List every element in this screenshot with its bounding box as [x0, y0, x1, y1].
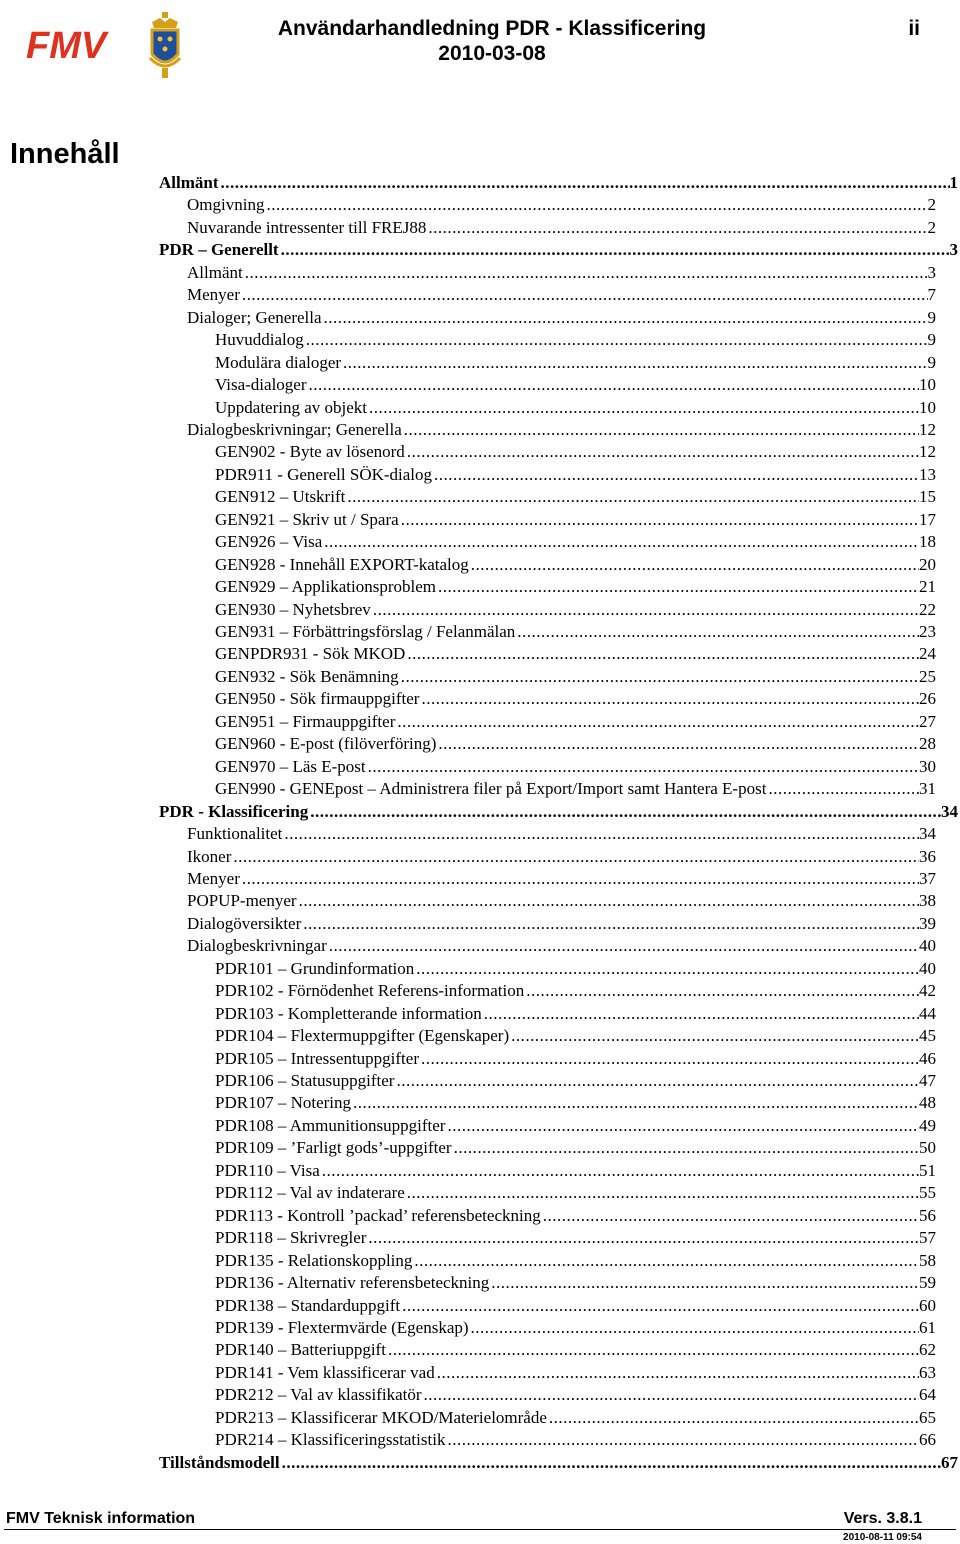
toc-leader-dots [407, 642, 919, 665]
toc-entry-page: 21 [919, 577, 936, 597]
toc-entry-label: Dialogbeskrivningar; Generella [187, 419, 402, 439]
toc-leader-dots [434, 463, 919, 486]
toc-entry-page: 9 [927, 307, 936, 327]
toc-entry-label: PDR135 - Relationskoppling [215, 1250, 413, 1270]
toc-entry-page: 31 [919, 779, 936, 799]
toc-entry-label: PDR102 - Förnödenhet Referens-information [215, 981, 525, 1001]
toc-leader-dots [303, 912, 919, 935]
toc-entry[interactable] [215, 755, 936, 778]
toc-entry[interactable] [215, 463, 936, 486]
toc-entry-page: 58 [919, 1250, 936, 1270]
toc-leader-dots [388, 1338, 919, 1361]
toc-entry-page: 36 [919, 846, 936, 866]
toc-entry-label: PDR140 – Batteriuppgift [215, 1340, 386, 1360]
toc-entry[interactable] [215, 1181, 936, 1204]
toc-leader-dots [447, 1114, 919, 1137]
toc-leader-dots [416, 957, 919, 980]
toc-entry-page: 7 [927, 285, 936, 305]
toc-entry[interactable] [215, 553, 936, 576]
toc-entry[interactable] [215, 665, 936, 688]
toc-entry[interactable] [215, 351, 936, 374]
fmv-logo-text: FMV [26, 25, 107, 67]
toc-leader-dots [299, 889, 919, 912]
toc-entry-label: PDR139 - Flextermvärde (Egenskap) [215, 1317, 469, 1337]
toc-entry-page: 34 [919, 824, 936, 844]
toc-entry-label: PDR107 – Notering [215, 1093, 351, 1113]
toc-leader-dots [402, 1294, 919, 1317]
toc-entry-page: 28 [919, 734, 936, 754]
toc-entry[interactable] [215, 328, 936, 351]
toc-entry[interactable] [187, 845, 936, 868]
toc-entry[interactable] [215, 687, 936, 710]
toc-leader-dots [421, 1047, 919, 1070]
toc-entry-label: Dialoger; Generella [187, 307, 322, 327]
toc-entry-page: 39 [919, 913, 936, 933]
toc-entry[interactable] [187, 261, 936, 284]
toc-entry-label: Uppdatering av objekt [215, 397, 368, 417]
toc-entry-page: 40 [919, 936, 936, 956]
toc-entry-page: 22 [919, 599, 936, 619]
footer-divider [4, 1529, 956, 1530]
toc-entry-page: 37 [919, 868, 936, 888]
toc-entry[interactable] [215, 1271, 936, 1294]
toc-entry-label: Visa-dialoger [215, 375, 307, 395]
toc-entry-label: Allmänt [187, 262, 243, 282]
toc-entry-page: 2 [927, 217, 936, 237]
footer-organization: FMV Teknisk information [6, 1510, 196, 1527]
toc-entry[interactable] [187, 822, 936, 845]
toc-entry-label: GEN990 - GENEpost – Administrera filer på Export/Import samt Hantera E-post [215, 779, 767, 799]
toc-entry-page: 46 [919, 1048, 936, 1068]
toc-entry[interactable] [187, 912, 936, 935]
toc-leader-dots [245, 261, 928, 284]
toc-entry-label: PDR105 – Intressentuppgifter [215, 1048, 419, 1068]
toc-entry[interactable] [215, 642, 936, 665]
toc-leader-dots [438, 732, 919, 755]
toc-entry[interactable] [215, 508, 936, 531]
toc-entry-label: GEN932 - Sök Benämning [215, 666, 399, 686]
toc-entry-page: 55 [919, 1183, 936, 1203]
toc-leader-dots [421, 687, 919, 710]
toc-entry[interactable] [215, 1338, 936, 1361]
toc-leader-dots [343, 351, 927, 374]
toc-entry[interactable] [215, 1047, 936, 1070]
toc-entry-label: Menyer [187, 868, 240, 888]
toc-leader-dots [526, 979, 919, 1002]
toc-entry-page: 60 [919, 1295, 936, 1315]
toc-entry[interactable] [215, 732, 936, 755]
toc-entry-label: Funktionalitet [187, 824, 283, 844]
toc-leader-dots [437, 1361, 919, 1384]
toc-entry-page: 47 [919, 1071, 936, 1090]
toc-entry[interactable] [215, 620, 936, 643]
toc-entry-label: PDR911 - Generell SÖK-dialog [215, 464, 433, 484]
toc-entry[interactable] [159, 800, 958, 823]
toc-leader-dots [266, 193, 927, 216]
toc-entry-page: 34 [941, 801, 958, 821]
toc-entry-page: 13 [919, 464, 936, 484]
toc-entry-label: GEN902 - Byte av lösenord [215, 442, 405, 462]
toc-entry[interactable] [215, 1159, 936, 1182]
toc-entry[interactable] [215, 396, 936, 419]
toc-entry-page: 40 [919, 958, 936, 978]
toc-entry[interactable] [215, 1024, 936, 1047]
toc-leader-dots [407, 1181, 919, 1204]
toc-entry[interactable] [159, 171, 958, 194]
toc-leader-dots [242, 283, 928, 306]
toc-leader-dots [310, 800, 941, 823]
toc-entry-label: POPUP-menyer [187, 891, 297, 911]
toc-entry-label: GEN950 - Sök firmauppgifter [215, 689, 420, 709]
toc-leader-dots [404, 418, 919, 441]
toc-entry-page: 18 [919, 532, 936, 552]
toc-entry-label: GEN951 – Firmauppgifter [215, 711, 396, 731]
toc-entry-page: 56 [919, 1205, 936, 1225]
toc-leader-dots [401, 508, 919, 531]
toc-entry[interactable] [215, 373, 936, 396]
toc-entry-label: PDR – Generellt [159, 240, 279, 260]
toc-entry[interactable] [215, 530, 936, 553]
toc-entry-page: 51 [919, 1160, 936, 1180]
toc-entry-page: 65 [919, 1407, 936, 1427]
toc-entry-label: PDR109 – ’Farligt gods’-uppgifter [215, 1138, 452, 1158]
toc-entry-label: Allmänt [159, 173, 219, 192]
toc-entry-page: 67 [941, 1452, 958, 1472]
toc-leader-dots [511, 1024, 919, 1047]
toc-entry[interactable] [215, 1294, 936, 1317]
toc-leader-dots [454, 1136, 919, 1159]
toc-entry-label: PDR118 – Skrivregler [215, 1228, 367, 1248]
toc-entry-page: 10 [919, 397, 936, 417]
toc-entry-page: 9 [927, 330, 936, 350]
toc-entry[interactable] [159, 238, 958, 261]
toc-entry-page: 45 [919, 1026, 936, 1046]
toc-leader-dots [306, 328, 928, 351]
toc-entry[interactable] [215, 1002, 936, 1025]
toc-entry-label: Dialogöversikter [187, 913, 302, 933]
toc-leader-dots [549, 1406, 919, 1429]
toc-leader-dots [322, 1159, 919, 1182]
toc-entry-page: 12 [919, 442, 936, 462]
toc-entry-label: Omgivning [187, 195, 265, 215]
toc-entry[interactable] [215, 1383, 936, 1406]
toc-leader-dots [396, 1069, 919, 1092]
toc-leader-dots [233, 845, 919, 868]
toc-entry[interactable] [215, 1114, 936, 1137]
toc-entry-page: 62 [919, 1340, 936, 1360]
toc-leader-dots [428, 216, 927, 239]
toc-entry[interactable] [215, 777, 936, 800]
toc-leader-dots [353, 1091, 919, 1114]
toc-leader-dots [543, 1204, 919, 1227]
toc-entry[interactable] [215, 957, 936, 980]
toc-leader-dots [438, 575, 919, 598]
toc-entry-label: GEN960 - E-post (filöverföring) [215, 734, 437, 754]
document-date: 2010-03-08 [438, 42, 546, 65]
toc-entry-page: 63 [919, 1362, 936, 1382]
toc-entry-label: GEN970 – Läs E-post [215, 756, 366, 776]
toc-entry-page: 50 [919, 1138, 936, 1158]
toc-leader-dots [329, 934, 919, 957]
toc-leader-dots [347, 485, 919, 508]
page-number: ii [908, 17, 920, 40]
toc-entry-page: 3 [927, 262, 936, 282]
toc-entry[interactable] [187, 283, 936, 306]
fmv-logo [24, 8, 194, 82]
toc-entry[interactable] [215, 1069, 936, 1092]
toc-heading: Innehåll [10, 138, 120, 170]
toc-entry-label: PDR108 – Ammunitionsuppgifter [215, 1115, 446, 1135]
toc-entry-page: 64 [919, 1385, 936, 1405]
toc-entry-page: 38 [919, 891, 936, 911]
toc-leader-dots [424, 1383, 919, 1406]
toc-entry-label: PDR113 - Kontroll ’packad’ referensbeteckning [215, 1205, 541, 1225]
toc-entry-label: PDR110 – Visa [215, 1160, 320, 1180]
toc-entry-label: GEN928 - Innehåll EXPORT-katalog [215, 554, 469, 574]
toc-entry-label: PDR104 – Flextermuppgifter (Egenskaper) [215, 1026, 510, 1046]
toc-entry-page: 49 [919, 1115, 936, 1135]
toc-entry-label: Menyer [187, 285, 240, 305]
toc-entry-page: 9 [927, 352, 936, 372]
toc-entry-page: 20 [919, 554, 936, 574]
toc-leader-dots [282, 1451, 941, 1474]
toc-leader-dots [324, 530, 919, 553]
toc-entry-label: Dialogbeskrivningar [187, 936, 327, 956]
toc-entry[interactable] [187, 934, 936, 957]
toc-entry[interactable] [215, 1249, 936, 1272]
toc-entry[interactable] [215, 1316, 936, 1339]
toc-entry-label: PDR141 - Vem klassificerar vad [215, 1362, 435, 1382]
toc-leader-dots [368, 755, 919, 778]
toc-entry-page: 24 [919, 644, 936, 664]
toc-entry[interactable] [187, 889, 936, 912]
toc-entry[interactable] [159, 1451, 958, 1474]
toc-entry-label: PDR138 – Standarduppgift [215, 1295, 401, 1315]
footer-timestamp: 2010-08-11 09:54 [843, 1532, 922, 1543]
toc-entry-label: PDR214 – Klassificeringsstatistik [215, 1430, 446, 1450]
toc-leader-dots [471, 553, 919, 576]
toc-entry-label: Modulära dialoger [215, 352, 342, 372]
toc-entry-page: 42 [919, 981, 936, 1001]
footer-version: Vers. 3.8.1 [843, 1510, 922, 1527]
toc-entry-page: 12 [919, 419, 936, 439]
toc-entry-page: 25 [919, 666, 936, 686]
toc-leader-dots [284, 822, 919, 845]
toc-entry[interactable] [215, 1361, 936, 1384]
toc-entry-label: GEN929 – Applikationsproblem [215, 577, 436, 597]
toc-entry[interactable] [187, 306, 936, 329]
toc-entry-label: PDR112 – Val av indaterare [215, 1183, 405, 1203]
toc-entry-label: GEN930 – Nyhetsbrev [215, 599, 371, 619]
toc-entry[interactable] [215, 1204, 936, 1227]
toc-entry[interactable] [215, 440, 936, 463]
toc-entry-page: 57 [919, 1228, 936, 1248]
toc-entry-page: 30 [919, 756, 936, 776]
toc-entry-page: 2 [927, 195, 936, 215]
toc-entry[interactable] [215, 575, 936, 598]
toc-leader-dots [447, 1428, 919, 1451]
toc-leader-dots [407, 440, 919, 463]
crown-shield-icon [150, 12, 180, 78]
toc-entry-label: GEN926 – Visa [215, 532, 323, 552]
toc-entry-label: PDR213 – Klassificerar MKOD/Materielområde [215, 1407, 547, 1427]
toc-entry[interactable] [187, 867, 936, 890]
toc-entry-label: Huvuddialog [215, 330, 304, 350]
toc-leader-dots [281, 238, 950, 261]
toc-entry[interactable] [215, 1091, 936, 1114]
toc-leader-dots [373, 598, 919, 621]
toc-entry-label: GEN931 – Förbättringsförslag / Felanmälan [215, 622, 516, 641]
toc-entry-page: 59 [919, 1273, 936, 1293]
toc-entry-label: PDR136 - Alternativ referensbeteckning [215, 1273, 490, 1293]
toc-leader-dots [414, 1249, 919, 1272]
toc-entry-page: 61 [919, 1317, 936, 1337]
toc-entry-label: GEN921 – Skriv ut / Spara [215, 509, 399, 529]
toc-entry-label: Nuvarande intressenter till FREJ88 [187, 217, 427, 237]
toc-entry[interactable] [215, 485, 936, 508]
toc-entry-label: PDR106 – Statusuppgifter [215, 1071, 395, 1090]
toc-entry[interactable] [215, 1136, 936, 1159]
toc-leader-dots [324, 306, 928, 329]
document-title: Användarhandledning PDR - Klassificering [277, 17, 707, 40]
toc-entry[interactable] [215, 979, 936, 1002]
toc-entry[interactable] [215, 1406, 936, 1429]
toc-leader-dots [517, 620, 919, 643]
toc-leader-dots [369, 396, 919, 419]
toc-entry-label: PDR - Klassificering [159, 801, 309, 821]
toc-entry-page: 26 [919, 689, 936, 709]
toc-leader-dots [397, 710, 919, 733]
toc-entry-page: 3 [949, 240, 958, 260]
toc-entry-page: 15 [919, 487, 936, 507]
toc-leader-dots [484, 1002, 919, 1025]
toc-entry-page: 44 [919, 1003, 936, 1023]
toc-entry[interactable] [215, 598, 936, 621]
toc-entry-page: 1 [949, 173, 958, 192]
toc-leader-dots [221, 171, 950, 194]
toc-entry[interactable] [187, 193, 936, 216]
toc-entry[interactable] [215, 1226, 936, 1249]
toc-leader-dots [309, 373, 920, 396]
toc-entry[interactable] [187, 418, 936, 441]
toc-entry-label: Tillståndsmodell [159, 1452, 280, 1472]
toc-entry-label: PDR212 – Val av klassifikatör [215, 1385, 422, 1405]
toc-leader-dots [242, 867, 919, 890]
toc-entry-page: 23 [919, 622, 936, 641]
toc-leader-dots [768, 777, 919, 800]
toc-entry-label: GENPDR931 - Sök MKOD [215, 644, 406, 664]
toc-entry-page: 48 [919, 1093, 936, 1113]
toc-entry-label: PDR101 – Grundinformation [215, 958, 415, 978]
toc-entry-label: GEN912 – Utskrift [215, 487, 346, 507]
toc-leader-dots [368, 1226, 919, 1249]
toc-entry-label: Ikoner [187, 846, 232, 866]
toc-entry-page: 17 [919, 509, 936, 529]
toc-entry[interactable] [215, 710, 936, 733]
toc-entry[interactable] [187, 216, 936, 239]
toc-leader-dots [401, 665, 919, 688]
toc-leader-dots [471, 1316, 919, 1339]
toc-entry-page: 10 [919, 375, 936, 395]
toc-entry-page: 27 [919, 711, 936, 731]
toc-entry[interactable] [215, 1428, 936, 1451]
toc-leader-dots [491, 1271, 919, 1294]
toc-entry-label: PDR103 - Kompletterande information [215, 1003, 482, 1023]
toc-entry-page: 66 [919, 1430, 936, 1450]
